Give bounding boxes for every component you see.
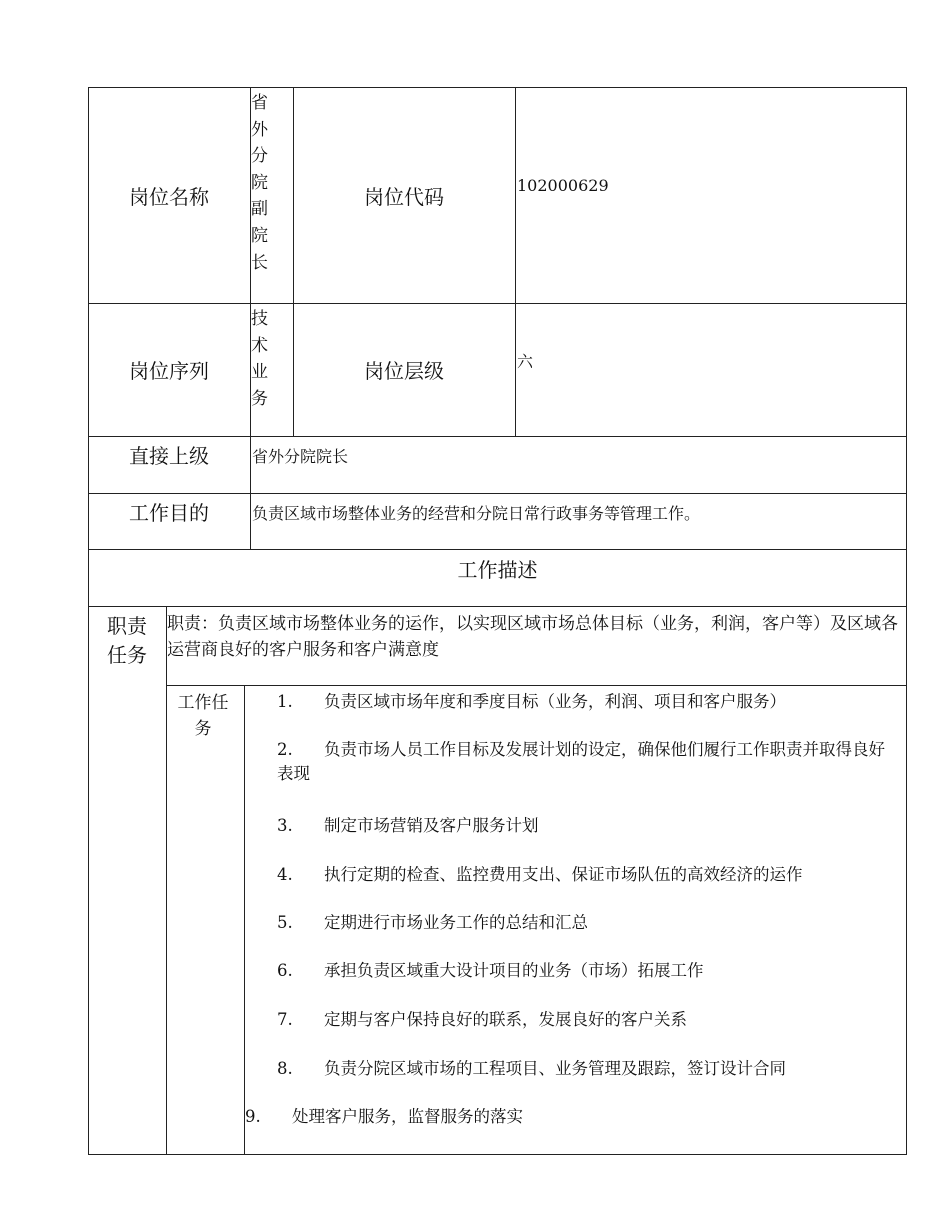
col-divider (515, 87, 516, 436)
position-level-label: 岗位层级 (364, 359, 444, 383)
position-code-value: 102000629 (517, 176, 609, 195)
work-purpose-value: 负责区域市场整体业务的经营和分院日常行政事务等管理工作。 (252, 504, 701, 523)
task-item: 4. 执行定期的检查、监控费用支出、保证市场队伍的高效经济的运作 (277, 865, 803, 884)
col-divider (244, 685, 245, 1155)
position-name-label: 岗位名称 (129, 184, 209, 209)
task-item: 6. 承担负责区域重大设计项目的业务（市场）拓展工作 (277, 961, 704, 980)
duty-text: 职责：负责区域市场整体业务的运作，以实现区域市场总体目标（业务，利润，客户等）及区域各运营商良好的客户服务和客户满意度 (167, 614, 898, 660)
direct-superior-value: 省外分院院长 (252, 447, 349, 466)
position-code-label: 岗位代码 (364, 184, 444, 209)
position-name-value: 省外分院副院长 (251, 93, 268, 273)
direct-superior-label: 直接上级 (129, 443, 209, 468)
task-item: 1. 负责区域市场年度和季度目标（业务，利润、项目和客户服务） (277, 692, 786, 711)
col-divider (166, 606, 167, 1155)
row-divider (88, 606, 907, 607)
task-item: 9. 处理客户服务，监督服务的落实 (245, 1107, 523, 1126)
task-label: 工作任务 (177, 693, 229, 739)
work-purpose-label: 工作目的 (129, 500, 209, 525)
position-level-value: 六 (517, 352, 534, 371)
task-item: 2. 负责市场人员工作目标及发展计划的设定，确保他们履行工作职责并取得良好表现 (277, 740, 885, 783)
work-description-heading: 工作描述 (457, 557, 538, 582)
position-sequence-value: 技术业务 (251, 309, 268, 409)
task-item: 7. 定期与客户保持良好的联系，发展良好的客户关系 (277, 1010, 687, 1029)
row-divider (166, 685, 907, 686)
duty-label: 职责任务 (107, 614, 147, 667)
task-item: 5. 定期进行市场业务工作的总结和汇总 (277, 913, 588, 932)
task-item: 3. 制定市场营销及客户服务计划 (277, 816, 539, 835)
task-item: 8. 负责分院区域市场的工程项目、业务管理及跟踪，签订设计合同 (277, 1059, 786, 1078)
position-sequence-label: 岗位序列 (129, 359, 209, 383)
